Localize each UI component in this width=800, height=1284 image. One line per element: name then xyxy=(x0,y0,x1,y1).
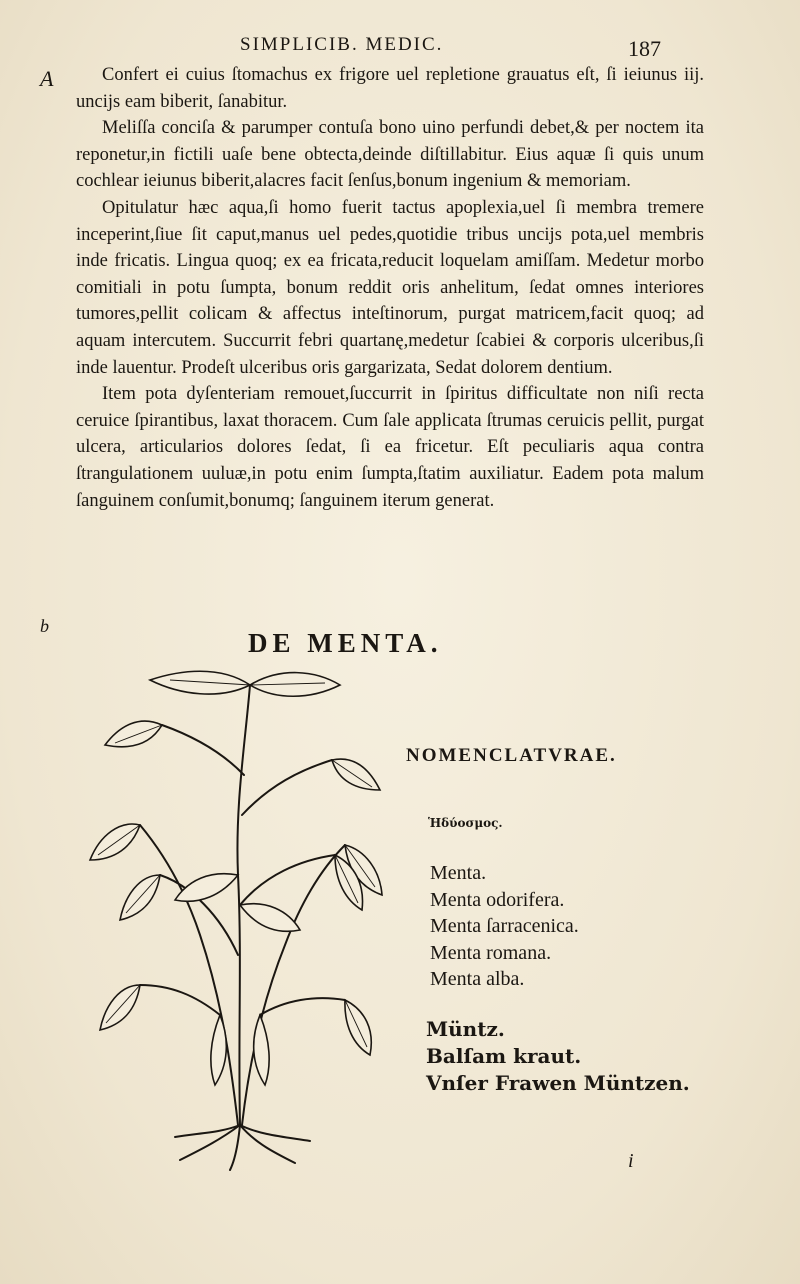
paragraph-4: Item pota dyſenteriam remouet,ſuccurrit in ſpiritus difficultate non niſi recta ceruice ſpirantibus, laxat thoracem. Cum ſale applicata ſtrumas ceruicis pellit, purgat ulcera, articularios dolores ſedat, ſi ea fricetur. Eſt peculiaris aqua contra ſtrangulationem uuluæ,in potu enim ſumpta,ſtatim auxiliatur. Eadem pota malum ſanguinem conſumit,bonumq; ſanguinem iterum generat. xyxy=(76,384,704,511)
latin-name: Menta romana. xyxy=(430,941,552,964)
margin-letter-a: A xyxy=(40,66,54,91)
margin-letter-b: b xyxy=(40,616,49,636)
latin-name: Menta ſarracenica. xyxy=(430,915,579,937)
mint-plant-woodcut xyxy=(70,655,400,1175)
german-name: Vnſer Frawen Müntzen. xyxy=(426,1071,690,1095)
latin-name: Menta odorifera. xyxy=(430,888,565,911)
running-head: SIMPLICIB. MEDIC. xyxy=(240,34,444,55)
latin-name: Menta alba. xyxy=(430,968,525,990)
german-name: Müntz. xyxy=(426,1017,505,1041)
greek-name: Ἡδύοσμος. xyxy=(428,816,503,830)
signature-mark: i xyxy=(628,1150,634,1172)
german-name: Balſam kraut. xyxy=(426,1044,582,1068)
nomenclature-heading: NOMENCLATVRAE. xyxy=(406,745,617,766)
german-names xyxy=(426,1016,690,1097)
paragraph-3: Opitulatur hæc aqua,ſi homo fuerit tactus apoplexia,uel ſi membra tremere inceperint,ſiue ſit caput,manus uel pedes,quotidie tribus uncijs pota,uel membris inde fricatis. Lingua quoq; ex ea fricata,reducit loquelam amiſſam. Medetur morbo comitiali in potu ſumpta, bonum reddit oris anhelitum, ſedat omnes interiores tumores,pellit colicam & affectus inteſtinorum, purgat matricem,facit quoq; ad aquam intercutem. Succurrit febri quartanę,medetur ſcabiei & corporis ulceribus,ſi inde lauentur. Prodeſt ulceribus oris gargarizata, Sedat dolorem dentium. xyxy=(76,197,704,378)
latin-name: Menta. xyxy=(430,862,487,884)
body-text xyxy=(76,62,704,514)
section-title: DE MENTA. xyxy=(248,628,443,658)
paragraph-1: Confert ei cuius ſtomachus ex frigore uel repletione grauatus eſt, ſi ieiunus iij. uncijs eam biberit, ſanabitur. xyxy=(76,65,704,112)
page-number: 187 xyxy=(628,36,661,61)
paragraph-2: Meliſſa conciſa & parumper contuſa bono uino perfundi debet,& per noctem ita reponetur,in fictili uaſe bene obtecta,deinde diſtillabitur. Eius aquæ ſi quis unum cochlear ieiunus biberit,alacres facit ſenſus,bonum ingenium & memoriam. xyxy=(76,118,704,192)
latin-names xyxy=(430,860,579,993)
